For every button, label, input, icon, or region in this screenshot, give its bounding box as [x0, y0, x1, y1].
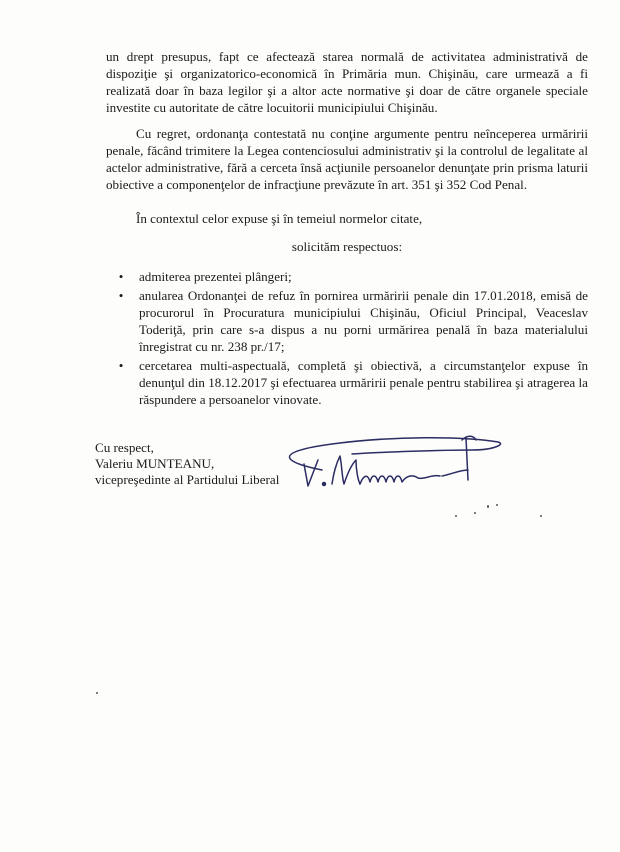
bullet-icon: • [118, 269, 124, 284]
signatory-position: vicepreşedinte al Partidului Liberal [95, 472, 280, 487]
request-item-text: admiterea prezentei plângeri; [139, 269, 292, 284]
scan-speck [496, 504, 498, 506]
paragraph-context: În contextul celor expuse şi în temeiul normelor citate, [136, 211, 423, 226]
signatory-name: Valeriu MUNTEANU, [95, 456, 215, 471]
scan-speck [455, 515, 457, 517]
bullet-icon: • [118, 288, 124, 303]
handwritten-signature [262, 430, 512, 510]
scan-speck [540, 515, 542, 517]
paragraph-continuation: un drept presupus, fapt ce afectează starea normală de activitatea administrativă de dispoziţie şi organizatorico-economică în Primăria mun. Chişinău, care urmează a fi realizată doar în baza legilor şi a altor acte normative şi doar de către organele speciale investite cu autoritate de către locuitorii municipiului Chişinău. [106, 49, 588, 115]
request-item-text: anularea Ordonanţei de refuz în pornirea urmăririi penale din 17.01.2018, emisă de procurorul în Procuratura municipiului Chişinău, Oficiul Principal, Veaceslav Toderiţă, prin care s-a dispus a nu porni urmărirea penală în baza materialului înregistrat cu nr. 238 pr./17; [139, 288, 588, 354]
request-item [106, 268, 588, 285]
scan-speck [487, 505, 489, 508]
closing-block [95, 440, 279, 488]
scan-speck [96, 692, 98, 694]
request-item [106, 357, 588, 408]
paragraph-argument: Cu regret, ordonanţa contestată nu conţine argumente pentru neînceperea urmăririi penale, făcând trimitere la Legea contenciosului administrativ şi la controlul de legalitate al actelor administrative, fără a cerceta însă acţiunile persoanelor denunţate prin prisma laturii obiective a componenţelor de infracţiune prevăzute în art. 351 şi 352 Cod Penal. [106, 126, 588, 192]
closing-salutation: Cu respect, [95, 440, 154, 455]
request-list [106, 268, 588, 410]
request-item [106, 287, 588, 355]
bullet-icon: • [118, 358, 124, 373]
request-heading: solicităm respectuos: [291, 239, 403, 254]
request-item-text: cercetarea multi-aspectuală, completă şi obiectivă, a circumstanţelor expuse în denunţul din 18.12.2017 şi efectuarea urmăririi penale pentru stabilirea şi atragerea la răspundere a persoanelor vinovate. [139, 358, 588, 407]
scan-speck [474, 512, 476, 514]
